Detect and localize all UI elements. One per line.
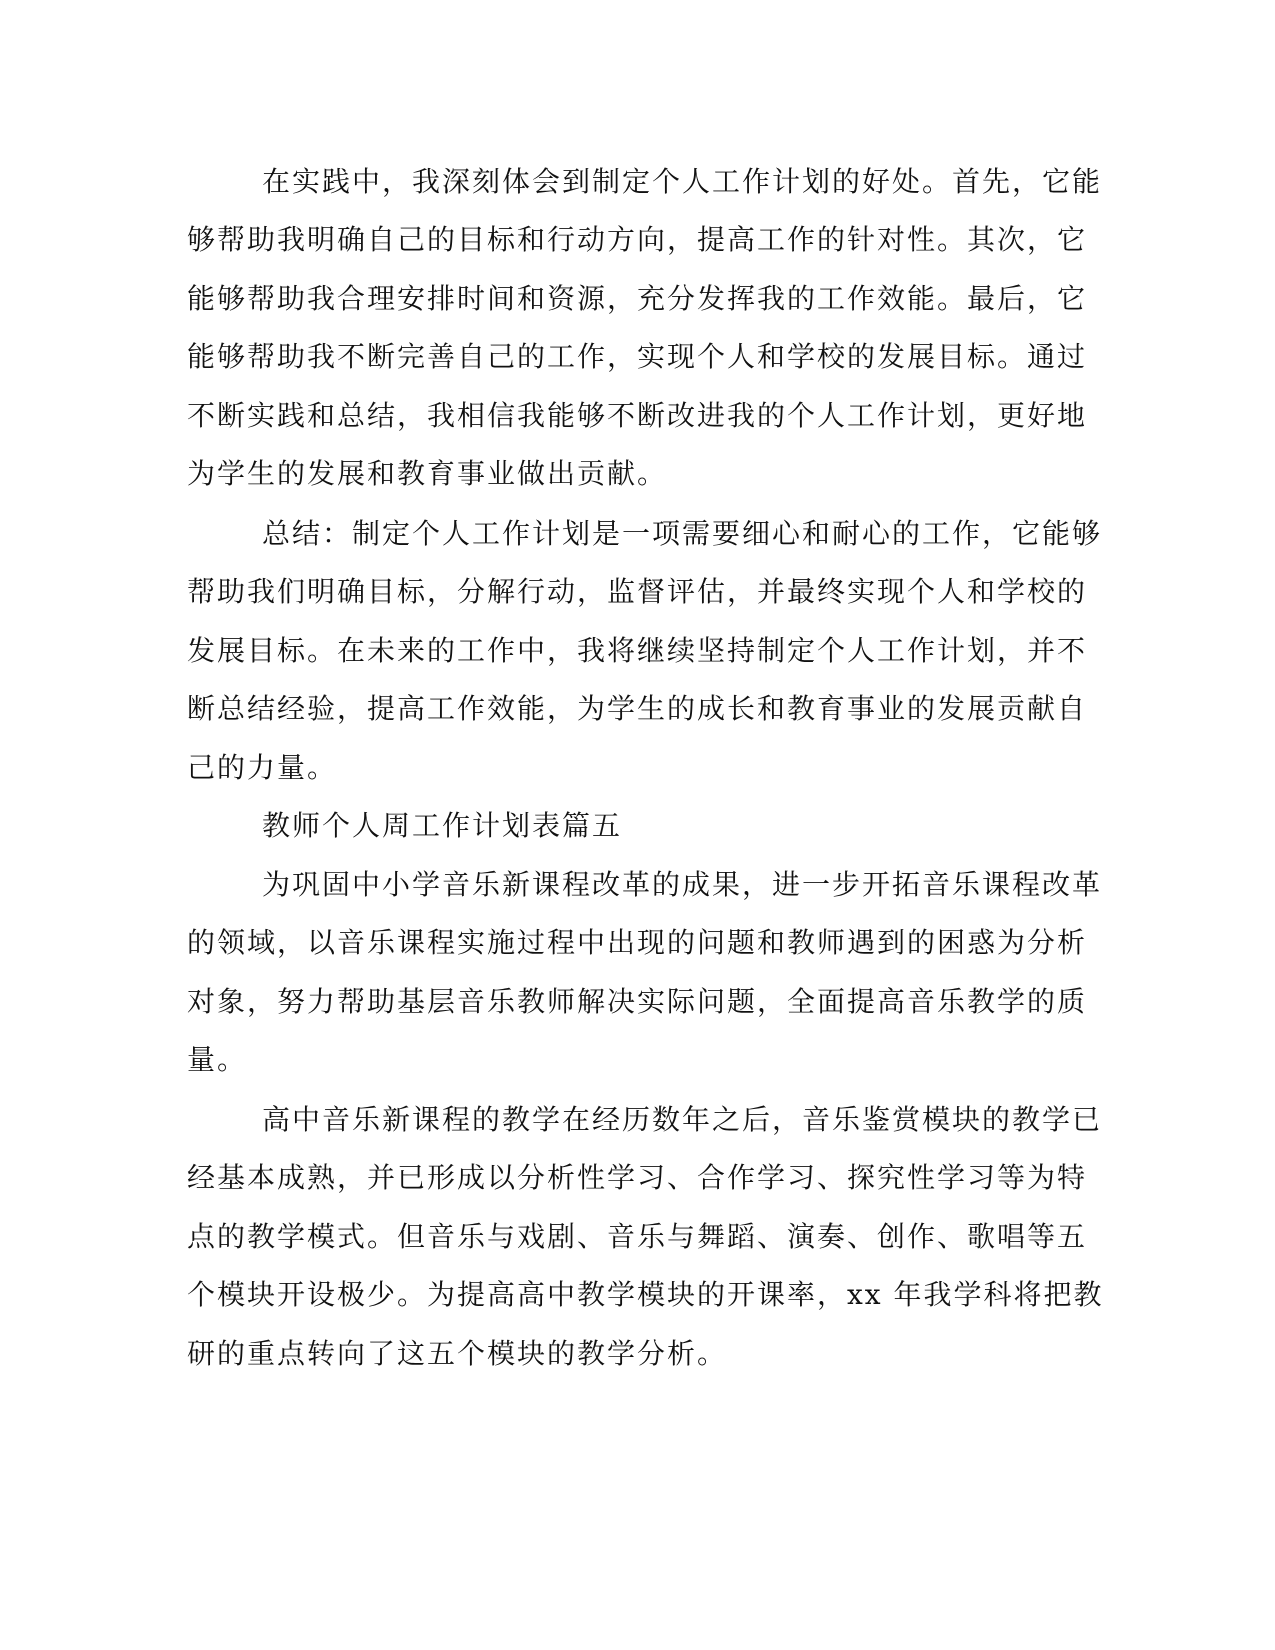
paragraph-2-line-3: 发展目标。在未来的工作中，我将继续坚持制定个人工作计划，并不: [187, 634, 1088, 667]
paragraph-2-line-2: 帮助我们明确目标，分解行动，监督评估，并最终实现个人和学校的: [187, 575, 1088, 608]
paragraph-2-line-5: 己的力量。: [187, 751, 338, 784]
paragraph-1-line-1: 在实践中，我深刻体会到制定个人工作计划的好处。首先，它能: [262, 165, 1103, 198]
paragraph-4-line-3: 点的教学模式。但音乐与戏剧、音乐与舞蹈、演奏、创作、歌唱等五: [187, 1220, 1088, 1253]
paragraph-3-line-4: 量。: [187, 1043, 248, 1076]
paragraph-4-line-2: 经基本成熟，并已形成以分析性学习、合作学习、探究性学习等为特: [187, 1161, 1088, 1194]
paragraph-1-line-5: 不断实践和总结，我相信我能够不断改进我的个人工作计划，更好地: [187, 399, 1088, 432]
paragraph-1-line-4: 能够帮助我不断完善自己的工作，实现个人和学校的发展目标。通过: [187, 340, 1088, 373]
paragraph-1-line-2: 够帮助我明确自己的目标和行动方向，提高工作的针对性。其次，它: [187, 223, 1088, 256]
paragraph-1-line-6: 为学生的发展和教育事业做出贡献。: [187, 457, 668, 490]
paragraph-1-line-3: 能够帮助我合理安排时间和资源，充分发挥我的工作效能。最后，它: [187, 282, 1088, 315]
paragraph-3-line-1: 为巩固中小学音乐新课程改革的成果，进一步开拓音乐课程改革: [262, 868, 1103, 901]
paragraph-2-line-1: 总结：制定个人工作计划是一项需要细心和耐心的工作，它能够: [262, 517, 1103, 550]
paragraph-3-line-2: 的领域，以音乐课程实施过程中出现的问题和教师遇到的困惑为分析: [187, 926, 1088, 959]
paragraph-4-line-4: 个模块开设极少。为提高高中教学模块的开课率，xx 年我学科将把教: [187, 1278, 1104, 1311]
paragraph-4-line-5: 研的重点转向了这五个模块的教学分析。: [187, 1337, 728, 1370]
paragraph-3-line-3: 对象，努力帮助基层音乐教师解决实际问题，全面提高音乐教学的质: [187, 985, 1088, 1018]
paragraph-2-line-4: 断总结经验，提高工作效能，为学生的成长和教育事业的发展贡献自: [187, 692, 1088, 725]
paragraph-4-line-1: 高中音乐新课程的教学在经历数年之后，音乐鉴赏模块的教学已: [262, 1103, 1103, 1136]
section-heading: 教师个人周工作计划表篇五: [262, 809, 623, 842]
